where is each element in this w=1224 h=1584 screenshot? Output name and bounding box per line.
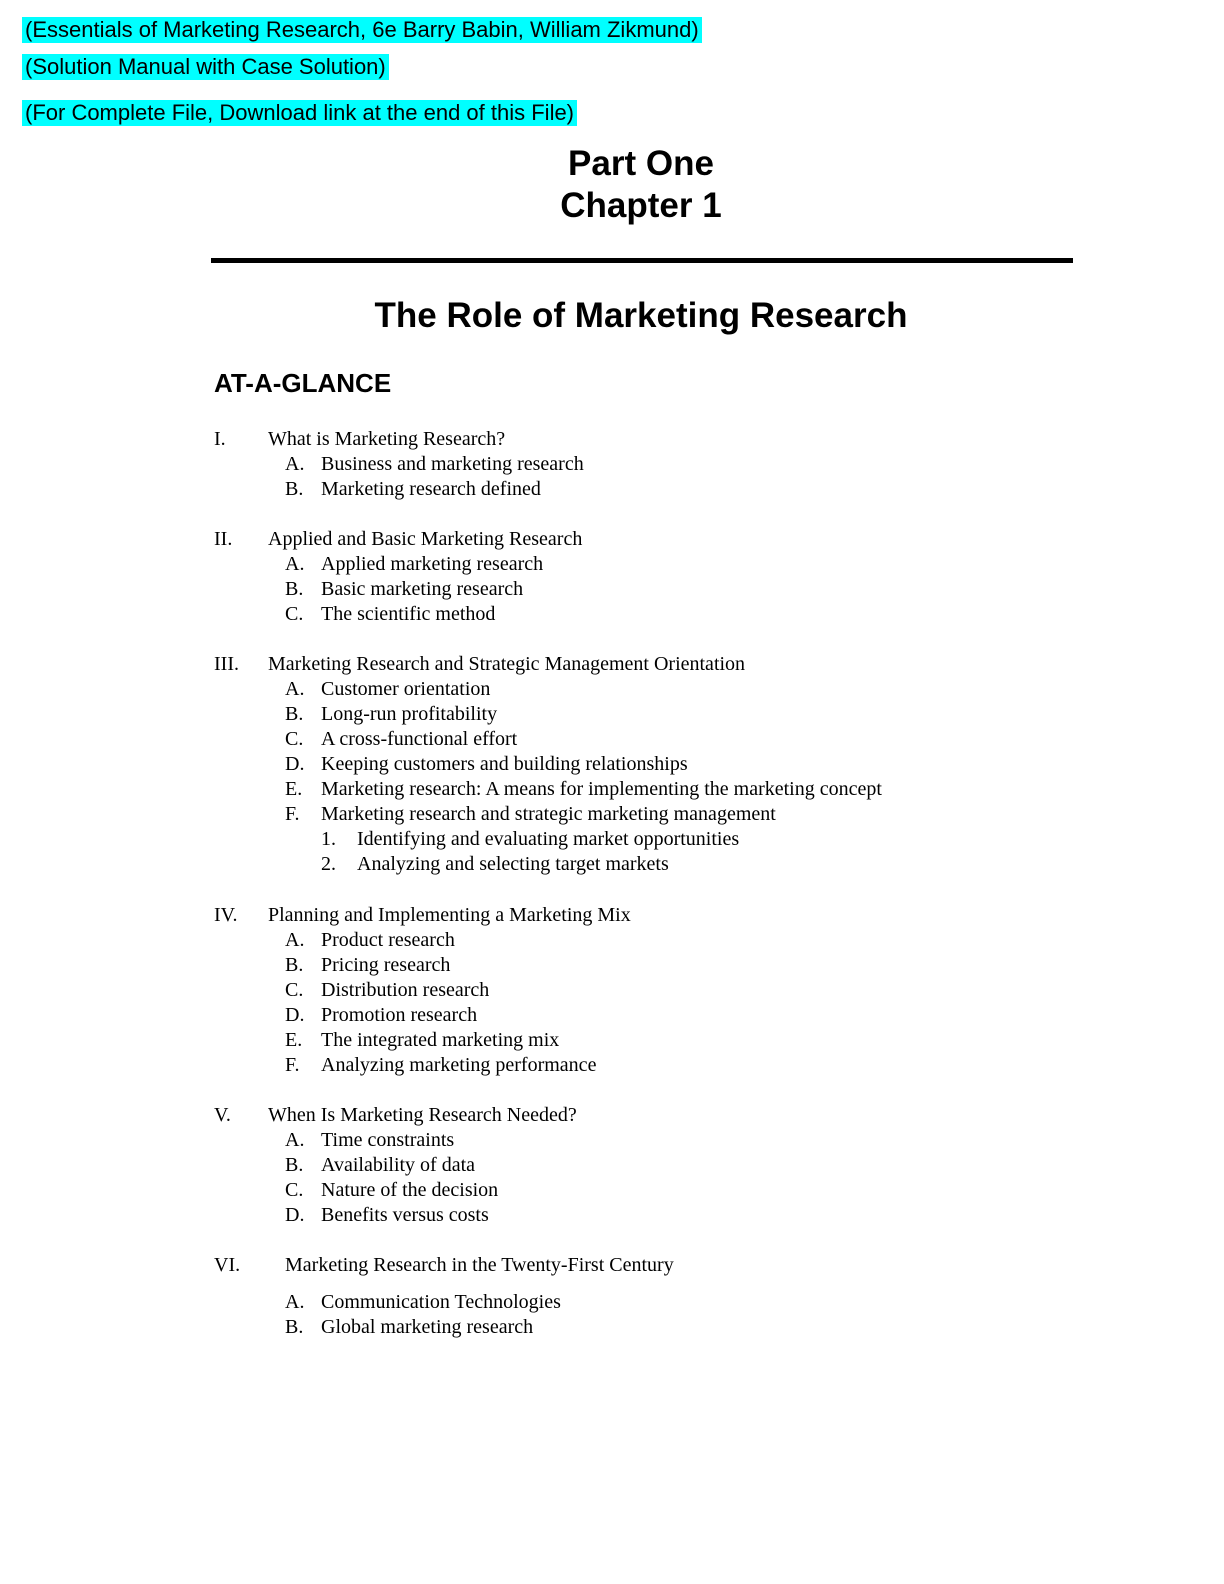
item-letter: B.: [285, 703, 304, 725]
item-text: Analyzing marketing performance: [321, 1054, 597, 1076]
item-letter: B.: [285, 1154, 304, 1176]
item-text: Pricing research: [321, 954, 451, 976]
title-divider: [211, 258, 1073, 263]
item-text: A cross-functional effort: [321, 728, 518, 750]
item-text: Time constraints: [321, 1129, 455, 1151]
item-letter: C.: [285, 979, 304, 1001]
item-text: Availability of data: [321, 1154, 476, 1176]
subitem-text: Identifying and evaluating market opportunities: [357, 828, 740, 850]
item-text: Long-run profitability: [321, 703, 498, 725]
item-text: Business and marketing research: [321, 453, 584, 475]
item-letter: A.: [285, 678, 305, 700]
item-text: The integrated marketing mix: [321, 1029, 560, 1051]
item-letter: E.: [285, 1029, 303, 1051]
item-text: Distribution research: [321, 979, 490, 1001]
section-number: III.: [214, 653, 239, 675]
section-title: Applied and Basic Marketing Research: [268, 528, 583, 550]
item-text: Keeping customers and building relationships: [321, 753, 688, 775]
chapter-title: Chapter 1: [560, 186, 722, 225]
item-letter: C.: [285, 728, 304, 750]
item-text: Marketing research and strategic marketing management: [321, 803, 776, 825]
item-letter: B.: [285, 578, 304, 600]
section-title: Planning and Implementing a Marketing Mix: [268, 904, 631, 926]
header-note-title: (Essentials of Marketing Research, 6e Barry Babin, William Zikmund): [22, 17, 702, 43]
header-note-download: (For Complete File, Download link at the end of this File): [22, 100, 577, 126]
item-letter: E.: [285, 778, 303, 800]
subitem-number: 2.: [321, 853, 336, 875]
item-letter: B.: [285, 954, 304, 976]
section-title: Marketing Research and Strategic Management Orientation: [268, 653, 746, 675]
section-title: Marketing Research in the Twenty-First Century: [285, 1254, 674, 1276]
item-letter: F.: [285, 803, 300, 825]
item-text: Product research: [321, 929, 455, 951]
item-letter: A.: [285, 1129, 305, 1151]
item-text: Customer orientation: [321, 678, 491, 700]
item-letter: D.: [285, 753, 305, 775]
item-text: The scientific method: [321, 603, 496, 625]
section-number: II.: [214, 528, 233, 550]
item-letter: B.: [285, 478, 304, 500]
item-text: Basic marketing research: [321, 578, 524, 600]
item-text: Marketing research defined: [321, 478, 541, 500]
item-text: Marketing research: A means for implementing the marketing concept: [321, 778, 882, 800]
section-number: IV.: [214, 904, 238, 926]
item-letter: F.: [285, 1054, 300, 1076]
section-number: I.: [214, 428, 226, 450]
section-title: What is Marketing Research?: [268, 428, 506, 450]
main-title: The Role of Marketing Research: [374, 296, 908, 335]
item-text: Nature of the decision: [321, 1179, 499, 1201]
item-letter: A.: [285, 453, 305, 475]
item-text: Global marketing research: [321, 1316, 534, 1338]
header-note-solution: (Solution Manual with Case Solution): [22, 54, 389, 80]
subitem-text: Analyzing and selecting target markets: [357, 853, 669, 875]
item-letter: A.: [285, 929, 305, 951]
item-text: Promotion research: [321, 1004, 478, 1026]
section-number: V.: [214, 1104, 231, 1126]
subitem-number: 1.: [321, 828, 336, 850]
item-letter: B.: [285, 1316, 304, 1338]
item-letter: A.: [285, 1291, 305, 1313]
item-letter: D.: [285, 1004, 305, 1026]
section-number: VI.: [214, 1254, 241, 1276]
item-letter: D.: [285, 1204, 305, 1226]
part-title: Part One: [568, 144, 714, 183]
section-title: When Is Marketing Research Needed?: [268, 1104, 577, 1126]
item-letter: C.: [285, 1179, 304, 1201]
at-a-glance-heading: AT-A-GLANCE: [214, 368, 392, 398]
item-text: Communication Technologies: [321, 1291, 561, 1313]
item-text: Benefits versus costs: [321, 1204, 489, 1226]
item-letter: A.: [285, 553, 305, 575]
item-letter: C.: [285, 603, 304, 625]
item-text: Applied marketing research: [321, 553, 544, 575]
